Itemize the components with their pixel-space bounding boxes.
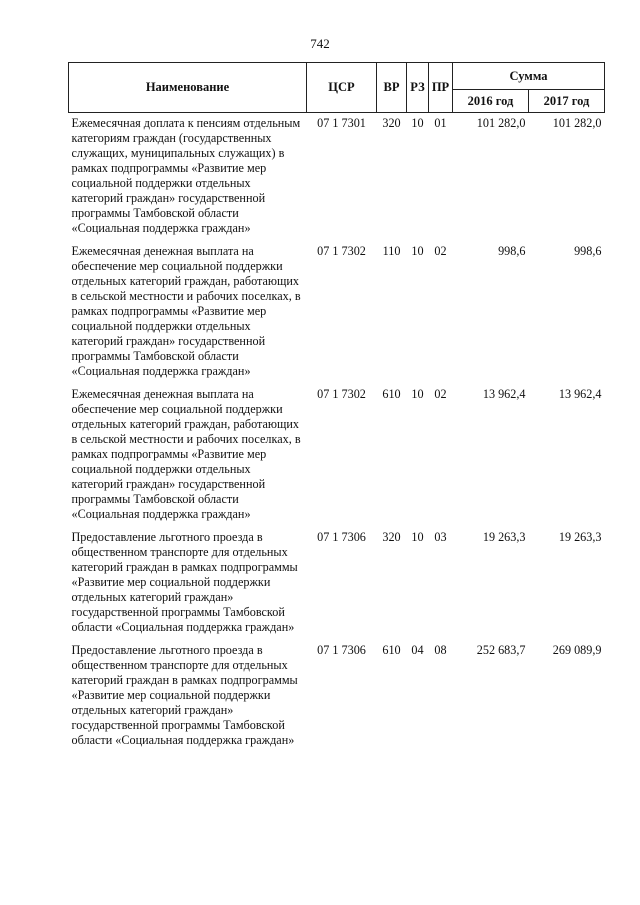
row-csr: 07 1 7302 [317,387,366,401]
row-name: Предоставление льготного проезда в общественном транспорте для отдельных категорий граждан в рамках подпрограммы «Развитие мер социальной поддержки отдельных категорий граждан» государственной программы Тамбовской области «Социальная поддержка граждан» [71,530,298,634]
header-pr: ПР [429,63,453,113]
header-vr: ВР [377,63,407,113]
table-body [69,113,605,754]
row-rz: 10 [411,530,424,544]
row-csr: 07 1 7301 [317,116,366,130]
table-header [69,63,605,113]
row-sum-2017: 19 263,3 [558,530,602,544]
row-csr: 07 1 7302 [317,244,366,258]
row-vr: 610 [382,643,401,657]
page-number: 742 [310,36,330,51]
row-pr: 02 [434,244,447,258]
row-sum-2016: 998,6 [498,244,526,258]
row-rz: 10 [411,116,424,130]
header-sum: Сумма [453,63,605,90]
row-pr: 02 [434,387,447,401]
row-sum-2016: 19 263,3 [482,530,526,544]
row-pr: 08 [434,643,447,657]
header-year-2016: 2016 год [453,90,529,113]
row-name: Ежемесячная доплата к пенсиям отдельным категориям граждан (государственных служащих, муниципальных служащих) в рамках подпрограммы «Развитие мер социальной поддержки отдельных категорий граждан» государственной программы Тамбовской области «Социальная поддержка граждан» [71,116,301,235]
row-name: Предоставление льготного проезда в общественном транспорте для отдельных категорий граждан в рамках подпрограммы «Развитие мер социальной поддержки отдельных категорий граждан» государственной программы Тамбовской области «Социальная поддержка граждан» [71,643,298,747]
table-row [69,640,605,753]
row-name: Ежемесячная денежная выплата на обеспечение мер социальной поддержки отдельных категорий граждан, работающих в сельской местности и рабочих поселках, в рамках подпрограммы «Развитие мер социальной поддержки отдельных категорий граждан» государственной программы Тамбовской области «Социальная поддержка граждан» [71,387,301,521]
row-sum-2016: 252 683,7 [476,643,526,657]
row-sum-2016: 101 282,0 [476,116,526,130]
header-name: Наименование [69,63,307,113]
row-pr: 03 [434,530,447,544]
budget-table [68,62,605,753]
row-sum-2017: 269 089,9 [552,643,602,657]
table-row [69,527,605,640]
row-csr: 07 1 7306 [317,530,366,544]
row-rz: 10 [411,244,424,258]
header-year-2017: 2017 год [529,90,605,113]
row-sum-2017: 13 962,4 [558,387,602,401]
row-vr: 110 [382,244,401,258]
table-row [69,113,605,242]
row-rz: 10 [411,387,424,401]
row-name: Ежемесячная денежная выплата на обеспечение мер социальной поддержки отдельных категорий граждан, работающих в сельской местности и рабочих поселках, в рамках подпрограммы «Развитие мер социальной поддержки отдельных категорий граждан» государственной программы Тамбовской области «Социальная поддержка граждан» [71,244,301,378]
row-csr: 07 1 7306 [317,643,366,657]
row-vr: 320 [382,116,401,130]
row-sum-2017: 998,6 [574,244,602,258]
row-rz: 04 [411,643,424,657]
table-row [69,241,605,384]
row-vr: 610 [382,387,401,401]
row-sum-2017: 101 282,0 [552,116,602,130]
row-sum-2016: 13 962,4 [482,387,526,401]
row-vr: 320 [382,530,401,544]
header-rz: РЗ [407,63,429,113]
header-csr: ЦСР [307,63,377,113]
row-pr: 01 [434,116,447,130]
table-row [69,384,605,527]
